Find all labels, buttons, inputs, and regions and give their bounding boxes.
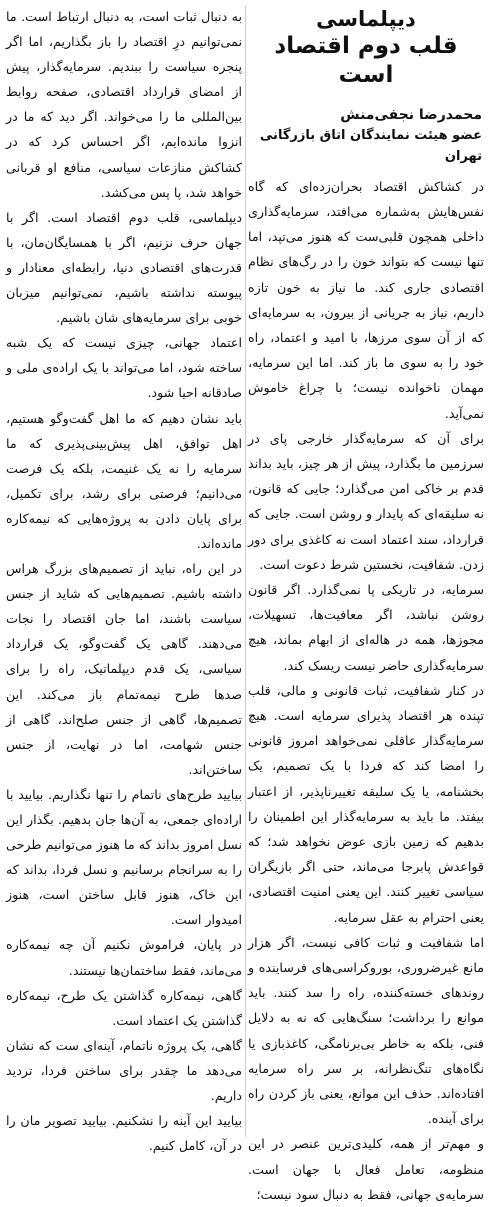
column-divider	[245, 6, 246, 1137]
paragraph: در این راه، نباید از تصمیم‌های بزرگ هراس داشته باشیم. تصمیم‌هایی که شاید از جنس سیاست باشند، اما جان اقتصاد را نجات می‌دهند. گاهی یک گفت‌وگو، یک قرارداد سیاسی، یک قدم دیپلماتیک، راه را برای صدها طرح نیمه‌تمام باز می‌کند. این تصمیم‌ها، گاهی از جنس صلح‌اند، گاهی از جنس شهامت، اما در نهایت، از جنس ساختن‌اند.	[6, 561, 242, 777]
paragraph: و مهم‌تر از همه، کلیدی‌ترین عنصر در این منظومه، تعامل فعال با جهان است. سرمایه‌ی جهانی، فقط به دنبال سود نیست؛	[248, 1136, 484, 1202]
paragraph: در کنار شفافیت، ثبات قانونی و مالی، قلب تپنده هر اقتصاد پذیرای سرمایه است. هیچ سرمایه‌گذار عاقلی نمی‌خواهد امروز قانونی را امضا کند که فردا با یک تصمیم، یک بخشنامه، یا یک سلیقه تغییرناپذیر، از اعتبار بیفتد. ما باید به سرمایه‌گذار این اطمینان را بدهیم که زمین بازی عوض نخواهد شد؛ که قواعدش پابرجا می‌ماند، حتی اگر بازیگران سیاسی تغییر کنند. این یعنی امنیت اقتصادی، یعنی احترام به عقل سرمایه.	[248, 682, 484, 925]
article-kicker: دیپلماسی	[316, 7, 416, 31]
paragraph: سرمایه، در تاریکی پا نمی‌گذارد. اگر قانون روشن نباشد، اگر معافیت‌ها، تسهیلات، مجوزها، همه در هاله‌ای از ابهام بماند، هیچ سرمایه‌گذاری حاضر نیست ریسک کند.	[248, 581, 484, 673]
byline	[248, 104, 482, 168]
paragraph: بیایید طرح‌های ناتمام را تنها نگذاریم. بیایید با اراده‌ای جمعی، به آن‌ها جان بدهیم. بگذار این نسل امروز بداند که ما هنوز می‌توانیم طرحی را به سرانجام برسانیم و نسل فردا، بداند که این خاک، هنوز قابل ساختن است، هنوز امیدوار است.	[6, 786, 242, 928]
paragraph: در کشاکش اقتصاد بحران‌زده‌ای که گاه نفس‌هایش به‌شماره می‌افتد، سرمایه‌گذاری داخلی همچون قلبی‌ست که هنوز می‌تپد، اما تنها نیست که بتواند خون را در رگ‌های نظام اقتصادی جاری کند. ما نیاز به خون تازه داریم، نیاز به جریانی از بیرون، به سرمایه‌ای که از آن سوی مرزها، با امید و اعتماد، راه خود را به سوی ما باز کند. اما این سرمایه، مهمان ناخوانده نیست؛ با چراغ خاموش نمی‌آید.	[248, 178, 484, 421]
left-column	[6, 4, 242, 1154]
author-name: محمدرضا نجفی‌منش	[340, 106, 482, 123]
article-headline: قلب دوم اقتصاد است	[274, 33, 458, 88]
paragraph: گاهی، یک پروژه ناتمام، آینه‌ای ست که نشان می‌دهد ما چقدر برای ساختن فردا، تردید داریم.	[6, 1037, 242, 1104]
author-role: عضو هیئت نمایندگان اتاق بازرگانی تهران	[259, 128, 482, 164]
paragraph: گاهی، نیمه‌کاره گذاشتن یک طرح، نیمه‌کاره گذاشتن یک اعتماد است.	[6, 987, 242, 1028]
paragraph: به دنبال ثبات است، به دنبال ارتباط است. ما نمی‌توانیم درِ اقتصاد را باز بگذاریم، اما اگر پنجره سیاست را ببندیم. سرمایه‌گذار، پیش از امضای قرارداد اقتصادی، صفحه روابط بین‌المللی ما را می‌خواند. اگر دید که ما در انزوا مانده‌ایم، اگر احساس کرد که در کشاکش منازعات سیاسی، منافع او قربانی خواهد شد، پا پس می‌کشد.	[6, 9, 242, 200]
paragraph: اما شفافیت و ثبات کافی نیست، اگر هزار مانع غیرضروری، بوروکراسی‌های فرساینده و روندهای خسته‌کننده، راه را سد کنند. باید موانع را برداشت؛ سنگ‌هایی که نه به دلایل فنی، بلکه به خاطر بی‌برنامگی، کاغذبازی یا نگاه‌های تنگ‌نظرانه، بر سر راه سرمایه افتاده‌اند. حذف این موانع، یعنی باز کردن راه برای آینده.	[248, 934, 484, 1127]
paragraph: برای آن که سرمایه‌گذار خارجی پای در سرزمین ما بگذارد، پیش از هر چیز، باید بداند قدم بر خاکی امن می‌گذارد؛ جایی که قانون، نه سلیقه‌ای که پایدار و روشن است. جایی که قرارداد، سند اعتماد است نه کاغذی برای دور زدن. شفافیت، نخستین شرط دعوت است.	[248, 430, 484, 572]
paragraph: دیپلماسی، قلب دوم اقتصاد است. اگر با جهان حرف نزنیم، اگر با همسایگان‌مان، با قدرت‌های اقتصادی دنیا، رابطه‌ای معنادار و پیوسته نداشته باشیم، نمی‌توانیم میزبان خوبی برای سرمایه‌های شان باشیم.	[6, 209, 242, 326]
right-column	[248, 4, 484, 1202]
article-title	[248, 6, 484, 90]
paragraph: باید نشان دهیم که ما اهل گفت‌وگو هستیم، اهل توافق، اهل پیش‌بینی‌پذیری که ما سرمایه را نه یک غنیمت، بلکه یک فرصت می‌دانیم؛ فرصتی برای رشد، برای تکمیل، برای پایان دادن به پروژه‌هایی که نیمه‌کاره مانده‌اند.	[6, 410, 242, 551]
paragraph: اعتماد جهانی، چیزی نیست که یک شبه ساخته شود، اما می‌تواند با یک اراده‌ی ملی و صادقانه احیا شود.	[6, 335, 242, 401]
paragraph: در پایان، فراموش نکنیم آن چه نیمه‌کاره می‌ماند، فقط ساختمان‌ها نیستند.	[6, 937, 242, 978]
paragraph: بیایید این آینه را نشکنیم. بیایید تصویر مان را در آن، کامل کنیم.	[6, 1113, 242, 1154]
